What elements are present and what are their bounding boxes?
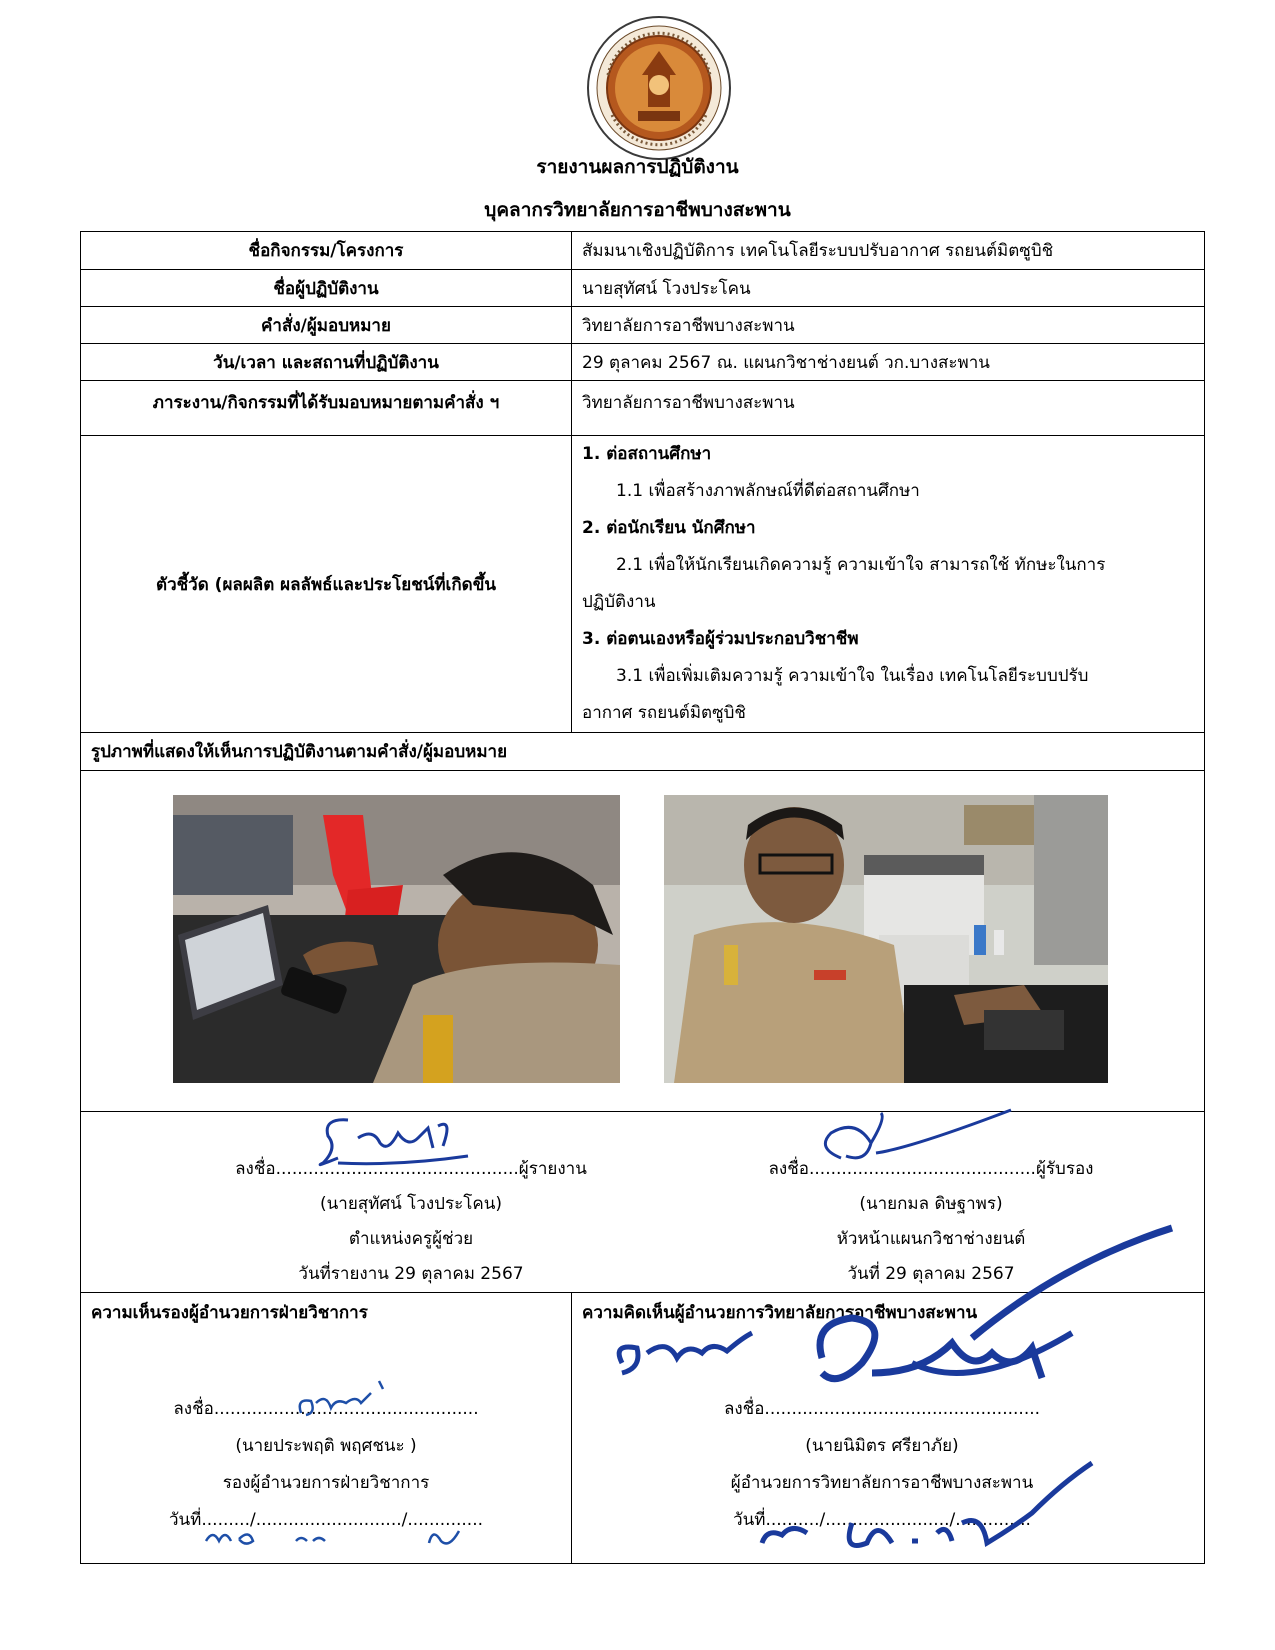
director-opinion-cell	[572, 1293, 1205, 1564]
datetime-label: วัน/เวลา และสถานที่ปฏิบัติงาน	[81, 344, 572, 381]
indicator-heading-3: 3. ต่อตนเองหรือผู้ร่วมประกอบวิชาชีพ	[582, 629, 859, 649]
deputy-date: วันที่........./.........................../..............	[168, 1510, 484, 1530]
indicator-item-2-1: 2.1 เพื่อให้นักเรียนเกิดความรู้ ความเข้าใจ สามารถใช้ ทักษะในการ	[616, 555, 1106, 575]
reporter-position: ตำแหน่งครูผู้ช่วย	[348, 1229, 474, 1249]
photos-cell	[81, 771, 1205, 1112]
director-opinion-heading: ความคิดเห็นผู้อำนวยการวิทยาลัยการอาชีพบางสะพาน	[582, 1303, 978, 1323]
indicator-item-1-1: 1.1 เพื่อสร้างภาพลักษณ์ที่ดีต่อสถานศึกษา	[616, 481, 920, 501]
tasks-label: ภาระงาน/กิจกรรมที่ได้รับมอบหมายตามคำสั่ง ฯ	[81, 381, 572, 436]
indicators-label: ตัวชี้วัด (ผลผลิต ผลลัพธ์และประโยชน์ที่เกิดขึ้น	[81, 436, 572, 733]
reporter-date: วันที่รายงาน 29 ตุลาคม 2567	[298, 1264, 524, 1284]
deputy-opinion-heading: ความเห็นรองผู้อำนวยการฝ่ายวิชาการ	[91, 1303, 368, 1323]
report-title: รายงานผลการปฏิบัติงาน	[536, 156, 739, 178]
activity-value: สัมมนาเชิงปฏิบัติการ เทคโนโลยีระบบปรับอากาศ รถยนต์มิตซูบิชิ	[572, 232, 1205, 270]
director-date: วันที่........../......................./..............	[733, 1510, 1031, 1530]
activity-label: ชื่อกิจกรรม/โครงการ	[81, 232, 572, 270]
indicators-content	[572, 436, 1205, 733]
deputy-name: (นายประพฤติ พฤศชนะ )	[235, 1436, 417, 1456]
reporter-signature-block	[201, 1152, 621, 1292]
indicator-item-2-1-cont: ปฏิบัติงาน	[582, 592, 656, 612]
deputy-handwritten-signature	[291, 1373, 401, 1423]
order-value: วิทยาลัยการอาชีพบางสะพาน	[572, 307, 1205, 344]
deputy-sign-line: ลงชื่อ.................................................	[173, 1399, 479, 1419]
report-table	[80, 231, 1205, 1564]
deputy-date-handwriting	[201, 1521, 491, 1555]
certifier-handwritten-signature	[811, 1108, 1021, 1168]
certifier-sign-line: ลงชื่อ..........................................ผู้รับรอง	[768, 1159, 1094, 1179]
photos-label: รูปภาพที่แสดงให้เห็นการปฏิบัติงานตามคำสั่ง/ผู้มอบหมาย	[81, 733, 1205, 771]
reporter-handwritten-signature	[318, 1108, 478, 1168]
performer-label: ชื่อผู้ปฏิบัติงาน	[81, 270, 572, 307]
activity-photo-2	[664, 795, 1108, 1083]
order-label: คำสั่ง/ผู้มอบหมาย	[81, 307, 572, 344]
deputy-position: รองผู้อำนวยการฝ่ายวิชาการ	[222, 1473, 430, 1493]
deputy-opinion-cell	[81, 1293, 572, 1564]
indicator-heading-2: 2. ต่อนักเรียน นักศึกษา	[582, 518, 756, 538]
reporter-sign-line: ลงชื่อ.............................................ผู้รายงาน	[235, 1159, 587, 1179]
activity-photo-1	[173, 795, 620, 1083]
college-seal-logo	[586, 15, 732, 161]
director-sign-line: ลงชื่อ...................................................	[723, 1399, 1041, 1419]
indicator-item-3-1: 3.1 เพื่อเพิ่มเติมความรู้ ความเข้าใจ ในเรื่อง เทคโนโลยีระบบปรับ	[616, 666, 1089, 686]
director-handwritten-approval	[592, 1223, 1192, 1563]
certifier-date: วันที่ 29 ตุลาคม 2567	[847, 1264, 1015, 1284]
indicator-heading-1: 1. ต่อสถานศึกษา	[582, 444, 712, 464]
datetime-value: 29 ตุลาคม 2567 ณ. แผนกวิชาช่างยนต์ วก.บางสะพาน	[572, 344, 1205, 381]
director-position: ผู้อำนวยการวิทยาลัยการอาชีพบางสะพาน	[730, 1473, 1034, 1493]
certifier-name: (นายกมล ดิษฐาพร)	[859, 1194, 1003, 1214]
reporter-name: (นายสุทัศน์ โวงประโคน)	[320, 1194, 502, 1214]
performer-value: นายสุทัศน์ โวงประโคน	[572, 270, 1205, 307]
report-subtitle: บุคลากรวิทยาลัยการอาชีพบางสะพาน	[484, 199, 791, 221]
director-name: (นายนิมิตร ศรียาภัย)	[805, 1436, 959, 1456]
indicator-item-3-1-cont: อากาศ รถยนต์มิตซูบิชิ	[582, 703, 746, 723]
certifier-position: หัวหน้าแผนกวิชาช่างยนต์	[836, 1229, 1026, 1249]
tasks-value: วิทยาลัยการอาชีพบางสะพาน	[572, 381, 1205, 436]
